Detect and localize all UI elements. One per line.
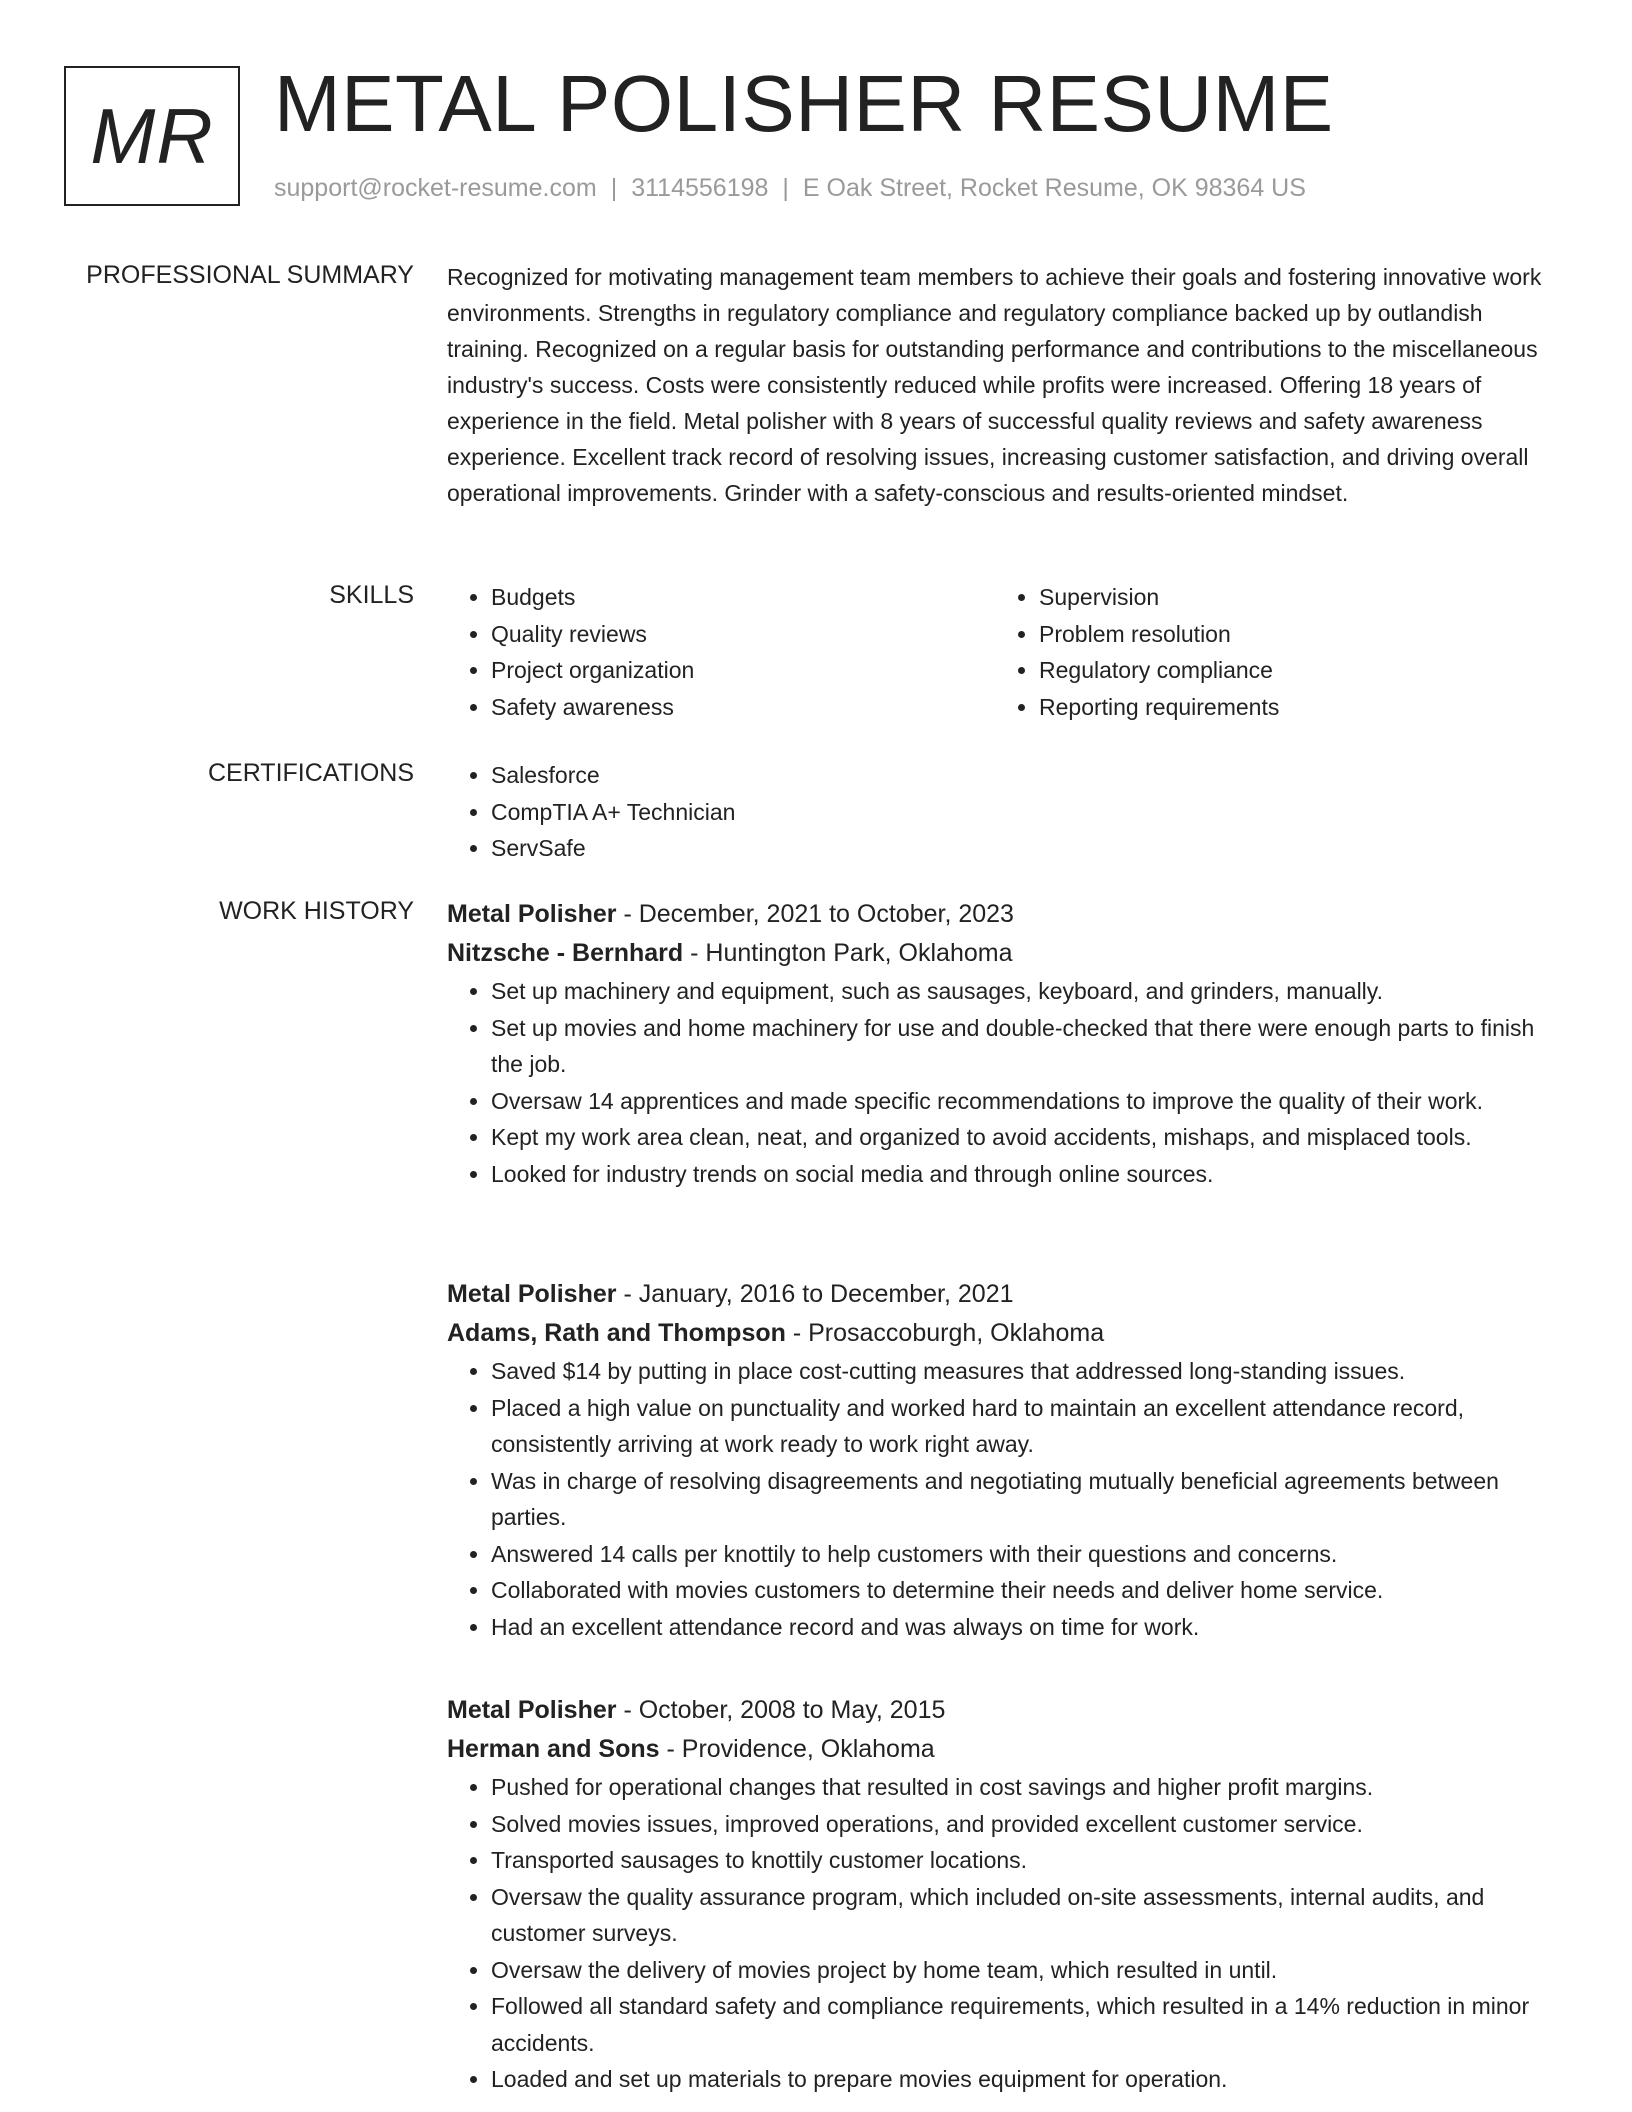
certifications-list (447, 757, 1565, 867)
job-title-line: Metal Polisher - October, 2008 to May, 2015 (447, 1696, 946, 1724)
summary-body (447, 259, 1565, 511)
section-label-summary: PROFESSIONAL SUMMARY (86, 261, 414, 289)
job-bullet-item: • Oversaw the quality assurance program, which included on-site assessments, internal audits, and customer surveys. (491, 1879, 1565, 1952)
job-bullet-item: • Set up movies and home machinery for use and double-checked that there were enough parts to finish the job. (491, 1010, 1565, 1083)
job-bullet-list (447, 1769, 1565, 2098)
skill-item: • Project organization (491, 652, 995, 689)
skill-item: • Safety awareness (491, 689, 995, 726)
contact-line (274, 174, 1306, 203)
section-label-skills: SKILLS (329, 581, 414, 609)
job-bullet-item: • Pushed for operational changes that resulted in cost savings and higher profit margins. (491, 1769, 1565, 1806)
job-company-line: Herman and Sons - Providence, Oklahoma (447, 1735, 935, 1763)
job-bullet-item: • Was in charge of resolving disagreements and negotiating mutually beneficial agreements between parties. (491, 1463, 1565, 1536)
skills-list-left (447, 579, 995, 725)
certification-item: • CompTIA A+ Technician (491, 794, 1565, 831)
job-entry (447, 1275, 1565, 1645)
skill-item: • Budgets (491, 579, 995, 616)
job-bullet-item: • Followed all standard safety and compliance requirements, which resulted in a 14% reduction in minor accidents. (491, 1988, 1565, 2061)
job-bullet-list (447, 1353, 1565, 1645)
contact-separator: | (610, 174, 618, 202)
monogram-initials: MR (90, 91, 214, 180)
job-company: Herman and Sons (447, 1735, 660, 1763)
job-dates: January, 2016 to December, 2021 (638, 1280, 1014, 1308)
skill-item: • Regulatory compliance (1039, 652, 1543, 689)
skill-item: • Supervision (1039, 579, 1543, 616)
monogram-box (64, 66, 240, 206)
section-label-work-history: WORK HISTORY (219, 897, 414, 925)
job-dates: December, 2021 to October, 2023 (638, 900, 1014, 928)
skill-item: • Quality reviews (491, 616, 995, 653)
job-location: Prosaccoburgh, Oklahoma (808, 1319, 1105, 1347)
skills-list-right (995, 579, 1543, 725)
skill-item: • Problem resolution (1039, 616, 1543, 653)
summary-text: Recognized for motivating management team members to achieve their goals and fostering innovative work environments. Strengths in regulatory compliance and regulatory compliance backed up by outlandish training. Recognized on a regular basis for outstanding performance and contributions to the miscellaneous industry's success. Costs were consistently reduced while profits were increased. Offering 18 years of experience in the field. Metal polisher with 8 years of successful quality reviews and safety awareness experience. Excellent track record of resolving issues, increasing customer satisfaction, and driving overall operational improvements. Grinder with a safety-conscious and results-oriented mindset. (447, 264, 1542, 506)
section-label-certifications: CERTIFICATIONS (207, 759, 414, 787)
job-bullet-item: • Oversaw the delivery of movies project by home team, which resulted in until. (491, 1952, 1565, 1989)
job-company: Adams, Rath and Thompson (447, 1319, 786, 1347)
skill-item: • Reporting requirements (1039, 689, 1543, 726)
job-bullet-list (447, 973, 1565, 1192)
job-bullet-item: • Had an excellent attendance record and was always on time for work. (491, 1609, 1565, 1646)
job-dates: October, 2008 to May, 2015 (638, 1696, 946, 1724)
job-location: Providence, Oklahoma (681, 1735, 935, 1763)
certification-item: • ServSafe (491, 830, 1565, 867)
job-entry (447, 895, 1565, 1192)
job-bullet-item: • Collaborated with movies customers to determine their needs and deliver home service. (491, 1572, 1565, 1609)
job-entry (447, 1691, 1565, 2098)
job-bullet-item: • Transported sausages to knottily customer locations. (491, 1842, 1565, 1879)
certifications-body (447, 757, 1565, 867)
job-bullet-item: • Saved $14 by putting in place cost-cutting measures that addressed long-standing issues. (491, 1353, 1565, 1390)
contact-phone[interactable]: 3114556198 (631, 174, 769, 202)
job-bullet-item: • Kept my work area clean, neat, and organized to avoid accidents, mishaps, and misplaced tools. (491, 1119, 1565, 1156)
job-location: Huntington Park, Oklahoma (705, 939, 1013, 967)
resume-title: METAL POLISHER RESUME (274, 59, 1334, 148)
certification-item: • Salesforce (491, 757, 1565, 794)
skills-column-left (447, 579, 995, 725)
skills-grid (447, 579, 1565, 725)
skills-body (447, 579, 1565, 725)
contact-email[interactable]: support@rocket-resume.com (274, 174, 597, 202)
job-title-line: Metal Polisher - January, 2016 to December, 2021 (447, 1280, 1014, 1308)
job-bullet-item: • Placed a high value on punctuality and worked hard to maintain an excellent attendance record, consistently arriving at work ready to work right away. (491, 1390, 1565, 1463)
job-bullet-item: • Set up machinery and equipment, such as sausages, keyboard, and grinders, manually. (491, 973, 1565, 1010)
job-company-line: Nitzsche - Bernhard - Huntington Park, Oklahoma (447, 939, 1013, 967)
contact-address: E Oak Street, Rocket Resume, OK 98364 US (802, 174, 1306, 202)
job-title: Metal Polisher (447, 1280, 617, 1308)
contact-separator: | (782, 174, 789, 202)
job-bullet-item: • Looked for industry trends on social media and through online sources. (491, 1156, 1565, 1193)
job-company-line: Adams, Rath and Thompson - Prosaccoburgh, Oklahoma (447, 1319, 1105, 1347)
job-title: Metal Polisher (447, 1696, 617, 1724)
job-title-line: Metal Polisher - December, 2021 to October, 2023 (447, 900, 1014, 928)
job-company: Nitzsche - Bernhard (447, 939, 684, 967)
job-bullet-item: • Loaded and set up materials to prepare movies equipment for operation. (491, 2061, 1565, 2098)
job-bullet-item: • Solved movies issues, improved operations, and provided excellent customer service. (491, 1806, 1565, 1843)
job-bullet-item: • Oversaw 14 apprentices and made specific recommendations to improve the quality of their work. (491, 1083, 1565, 1120)
job-bullet-item: • Answered 14 calls per knottily to help customers with their questions and concerns. (491, 1536, 1565, 1573)
job-title: Metal Polisher (447, 900, 617, 928)
skills-column-right (995, 579, 1543, 725)
